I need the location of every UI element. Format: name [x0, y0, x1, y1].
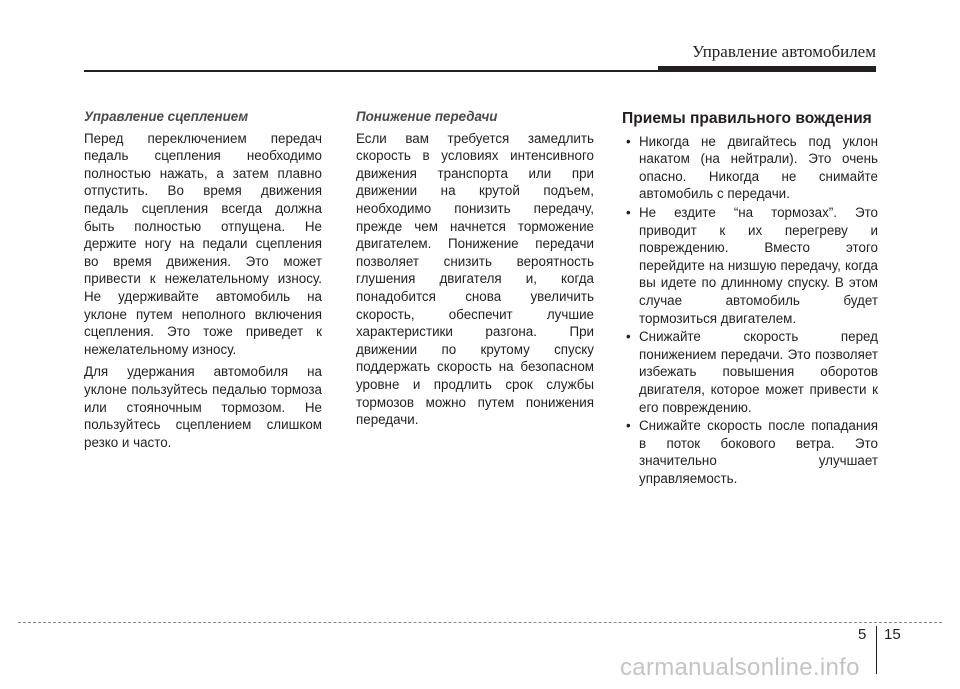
paragraph: Для удержания автомобиля на уклоне пользуйтесь педалью тормоза или стояночным тормозом. Не пользуйтесь сцеплением слишком резко и часто. — [84, 364, 322, 450]
page-number-divider — [876, 626, 877, 674]
list-item-text: Никогда не двигайтесь под уклон накатом (на нейтрали). Это очень опасно. Никогда не снимайте автомобиль с передачи. — [639, 133, 878, 202]
list-item-text: Не ездите “на тормозах”. Это приводит к их перегреву и повреждению. Вместо этого перейдите на низшую передачу, когда вы идете по длинному спуску. В этом случае автомобиль будет тормозиться двигателем. — [639, 204, 878, 326]
bullet-icon: • — [626, 418, 631, 434]
section-title-clutch: Управление сцеплением — [84, 109, 249, 124]
list-item — [626, 133, 878, 203]
tips-list — [626, 133, 878, 488]
list-item — [626, 417, 878, 487]
column-downshift — [356, 108, 594, 434]
list-item-text: Снижайте скорость после попадания в поток бокового ветра. Это значительно улучшает управляемость. — [639, 418, 878, 486]
bullet-icon: • — [626, 204, 631, 220]
list-item — [626, 328, 878, 416]
chapter-number: 5 — [858, 626, 867, 643]
page-number: 15 — [884, 626, 901, 643]
column-clutch — [84, 108, 322, 456]
header-rule-accent — [658, 66, 876, 72]
watermark: carmanualsonline.info — [620, 654, 860, 681]
bullet-icon: • — [626, 133, 631, 149]
list-item — [626, 204, 878, 327]
bullet-icon: • — [626, 329, 631, 345]
paragraph: Перед переключением передач педаль сцепления необходимо полностью нажать, а затем плавно отпустить. Во время движения педаль сцепления всегда должна быть полностью отпущена. Не держите ногу на педали сцепления во время движения. Это может привести к нежелательному износу. Не удерживайте автомобиль на уклоне путем неполного включения сцепления. Это тоже приведет к нежелательному износу. — [84, 130, 322, 357]
footer-divider — [18, 622, 942, 623]
section-title-driving-tips: Приемы правильного вождения — [622, 110, 872, 127]
paragraph: Если вам требуется замедлить скорость в условиях интенсивного движения транспорта или при движении на крутой подъем, необходимо понизить передачу, прежде чем начнется торможение двигателем. Понижение передачи позволяет снизить вероятность глушения двигателя и, когда понадобится снова увеличить скорость, обеспечит лучшие характеристики разгона. При движении по крутому спуску поддержать скорость на безопасном уровне и продлить срок службы тормозов можно путем понижения передачи. — [356, 130, 594, 428]
column-driving-tips — [622, 108, 878, 488]
header-title: Управление автомобилем — [692, 42, 876, 61]
list-item-text: Снижайте скорость перед понижением передачи. Это позволяет избежать повышения оборотов двигателя, которое может привести к его повреждению. — [639, 329, 878, 415]
section-title-downshift: Понижение передачи — [356, 109, 498, 124]
